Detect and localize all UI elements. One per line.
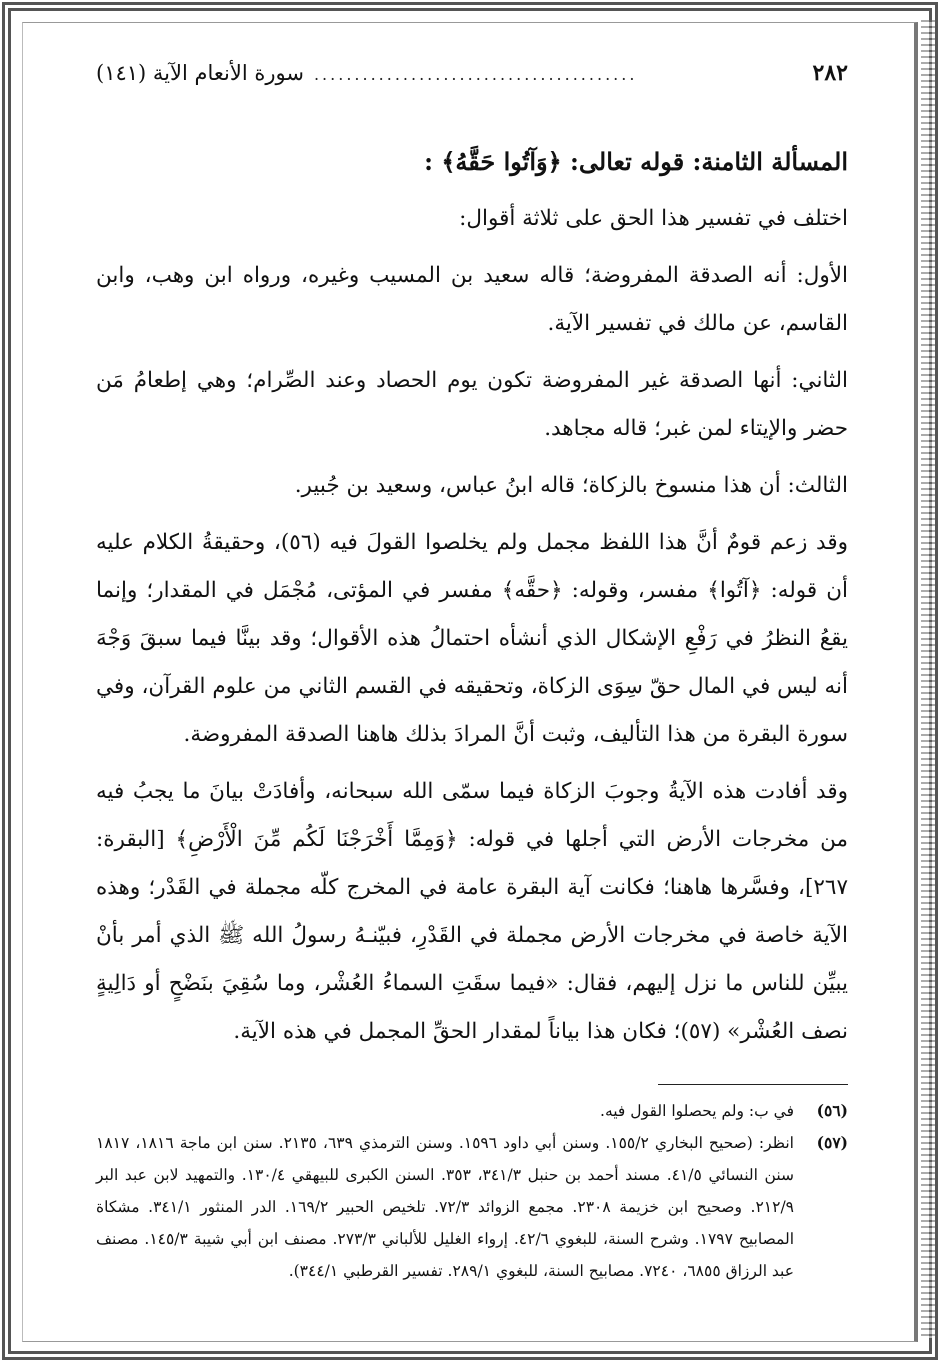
running-title: سورة الأنعام الآية (١٤١) [96, 61, 304, 85]
footnote-number: (٥٧) [816, 1133, 848, 1152]
section-title-prefix: المسألة الثامنة: قوله تعالى: [570, 147, 848, 176]
running-title-group [96, 61, 637, 85]
header-leader-dots: ........................................ [313, 65, 638, 84]
footnotes [96, 1095, 848, 1287]
paragraph-third-opinion: الثالث: أن هذا منسوخ بالزكاة؛ قاله ابنُ عباس، وسعيد بن جُبير. [294, 473, 848, 498]
book-page [96, 60, 848, 1300]
section-title-verse: ﴿وَآتُوا حَقَّهُ﴾ [441, 147, 562, 176]
page-header [96, 60, 848, 100]
paragraph-second-opinion: الثاني: أنها الصدقة غير المفروضة تكون يوم الحصاد وعند الصِّرام؛ وهي إطعامُ مَن حضر والإيتاء لمن غبر؛ قاله مجاهد. [96, 368, 848, 441]
paragraph-conclusion: وقد أفادت هذه الآيةُ وجوبَ الزكاة فيما سمّى الله سبحانه، وأفادَتْ بيانَ ما يجبُ فيه من مخرجات الأرض التي أجلها في قوله: ﴿وَمِمَّا أَخْرَجْنَا لَكُم مِّنَ الْأَرْضِ﴾ [البقرة: ٢٦٧]، وفسَّرها هاهنا؛ فكانت آية البقرة عامة في المخرج كلّه مجملة في القَدْر؛ وهذه الآية خاصة في مخرجات الأرض مجملة في القَدْرِ، فبيّنـهُ رسولُ الله ﷺ الذي أمر بأنْ يبيِّن للناس ما نزل إليهم، فقال: «فيما سقَتِ السماءُ العُشْر، وما سُقِيَ بنَضْحٍ أو دَالِيةٍ نصف العُشْر» (٥٧)؛ فكان هذا بياناً لمقدار الحقِّ المجمل في هذه الآية. [96, 779, 848, 1044]
footnote-separator [658, 1084, 848, 1085]
decorative-border-pattern [921, 20, 935, 1338]
paragraph-first-opinion: الأول: أنه الصدقة المفروضة؛ قاله سعيد بن المسيب وغيره، ورواه ابن وهب، وابن القاسم، عن مالك في تفسير الآية. [96, 263, 848, 336]
page-number: ٢٨٢ [812, 60, 848, 86]
paragraph-discussion: وقد زعم قومٌ أنَّ هذا اللفظ مجمل ولم يخلصوا القولَ فيه (٥٦)، وحقيقةُ الكلام عليه أن قوله: ﴿آتُوا﴾ مفسر، وقوله: ﴿حقَّه﴾ مفسر في المؤتى، مُجْمَل في المقدار؛ وإنما يقعُ النظرُ في رَفْعِ الإشكال الذي أنشأه احتمالُ هذه الأقوال؛ وقد بينَّا فيما سبقَ وَجْهَ أنه ليس في المال حقّ سِوَى الزكاة، وتحقيقه في القسم الثاني من علوم القرآن، وفي سورة البقرة من هذا التأليف، وثبت أنَّ المرادَ بذلك هاهنا الصدقة المفروضة. [96, 530, 848, 747]
paragraph-intro: اختلف في تفسير هذا الحق على ثلاثة أقوال: [459, 206, 848, 231]
footnote-item [96, 1095, 848, 1127]
footnote-item [96, 1127, 848, 1287]
footnote-text: انظر: (صحيح البخاري ١٥٥/٢. وسنن أبي داود ١٥٩٦. وسنن الترمذي ٦٣٩، ٢١٣٥. سنن ابن ماجة ١٨١٦، ١٨١٧ سنن النسائي ٤١/٥. مسند أحمد بن حنبل ٣٤١/٣، ٣٥٣. السنن الكبرى للبيهقي ١٣٠/٤. والتمهيد لابن عبد البر ٢١٢/٩. وصحيح ابن خزيمة ٢٣٠٨. مجمع الزوائد ٧٢/٣. تلخيص الحبير ١٦٩/٢. الدر المنثور ٣٤١/١. مشكاة المصابيح ١٧٩٧. وشرح السنة، للبغوي ٤٢/٦. إرواء الغليل للألباني ٢٧٣/٣. مصنف ابن أبي شيبة ١٤٥/٣. مصنف عبد الرزاق ٦٨٥٥، ٧٢٤٠. مصابيح السنة، للبغوي ٢٨٩/١. تفسير القرطبي ٣٤٤/١). [96, 1134, 795, 1280]
footnote-text: في ب: ولم يحصلوا القول فيه. [600, 1102, 794, 1120]
main-text [96, 138, 848, 1056]
footnote-number: (٥٦) [816, 1101, 848, 1120]
section-title-suffix: : [424, 147, 433, 176]
section-heading [96, 138, 848, 186]
